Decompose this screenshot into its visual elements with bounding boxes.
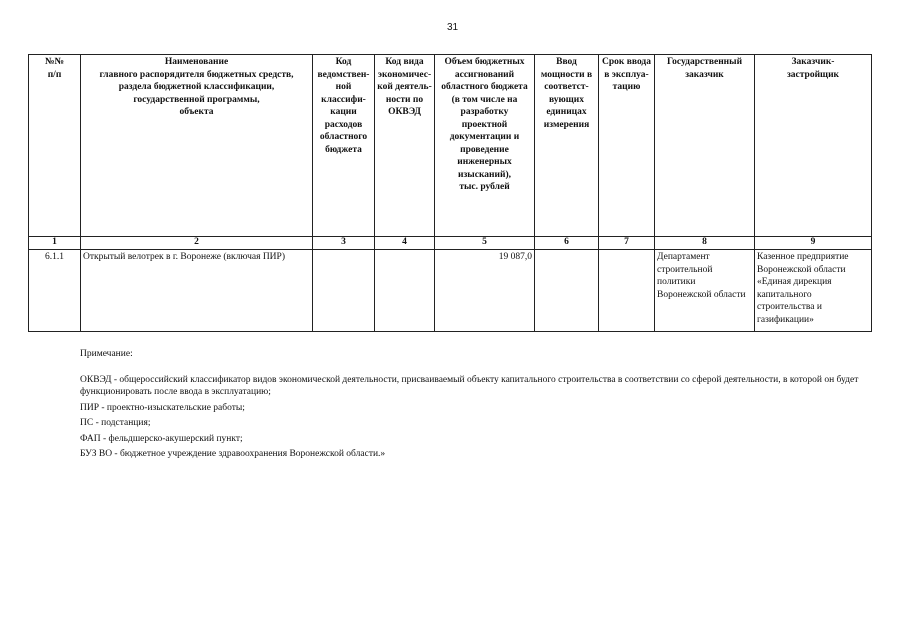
note-okved: ОКВЭД - общероссийский классификатор видов экономической деятельности, присваиваемый объекту капитального строительства в соответствии со сферой деятельности, в которой он будет функционировать после ввода в эксплуатацию; — [80, 374, 859, 397]
object-name: Открытый велотрек в г. Воронеже (включая ПИР) — [81, 250, 313, 332]
notes-section — [80, 348, 880, 464]
column-number: 4 — [375, 237, 435, 250]
capacity-cell — [535, 250, 599, 332]
table-row — [29, 250, 872, 332]
column-number: 1 — [29, 237, 81, 250]
header-developer: Заказчик- застройщик — [755, 55, 872, 237]
budget-allocation-table — [28, 54, 872, 332]
note-pir: ПИР - проектно-изыскательские работы; — [80, 402, 245, 413]
dept-code-cell — [313, 250, 375, 332]
table-header-row — [29, 55, 872, 237]
budget-volume-cell: 19 087,0 — [435, 250, 535, 332]
column-number: 9 — [755, 237, 872, 250]
okved-cell — [375, 250, 435, 332]
note-ps: ПС - подстанция; — [80, 418, 151, 428]
page-number: 31 — [446, 22, 459, 33]
header-state-customer: Государственный заказчик — [655, 55, 755, 237]
header-dept-code: Код ведомствен- ной классифи- кации расходов областного бюджета — [313, 55, 375, 237]
header-commissioning-term: Срок ввода в эксплуа- тацию — [599, 55, 655, 237]
header-budget-volume: Объем бюджетных ассигнований областного бюджета (в том числе на разработку проектной документации и проведение инженерных изысканий), тыс. рублей — [435, 55, 535, 237]
header-number: №№ п/п — [29, 55, 81, 237]
header-name: Наименование главного распорядителя бюджетных средств, раздела бюджетной классификации, государственной программы, объекта — [81, 55, 313, 237]
column-number: 5 — [435, 237, 535, 250]
row-number: 6.1.1 — [29, 250, 81, 332]
header-okved-code: Код вида экономичес- кой деятель- ности по ОКВЭД — [375, 55, 435, 237]
column-number: 2 — [81, 237, 313, 250]
column-number-row — [29, 237, 872, 250]
column-number: 7 — [599, 237, 655, 250]
note-fap: ФАП - фельдшерско-акушерский пункт; — [80, 433, 243, 444]
developer-cell: Казенное предприятие Воронежской области «Единая дирекция капитального строительства и газификации» — [755, 250, 872, 332]
notes-title: Примечание: — [80, 349, 133, 359]
state-customer-cell: Департамент строительной политики Воронежской области — [655, 250, 755, 332]
column-number: 8 — [655, 237, 755, 250]
term-cell — [599, 250, 655, 332]
column-number: 6 — [535, 237, 599, 250]
header-capacity: Ввод мощности в соответст- вующих единицах измерения — [535, 55, 599, 237]
column-number: 3 — [313, 237, 375, 250]
note-buz: БУЗ ВО - бюджетное учреждение здравоохранения Воронежской области.» — [80, 449, 386, 459]
